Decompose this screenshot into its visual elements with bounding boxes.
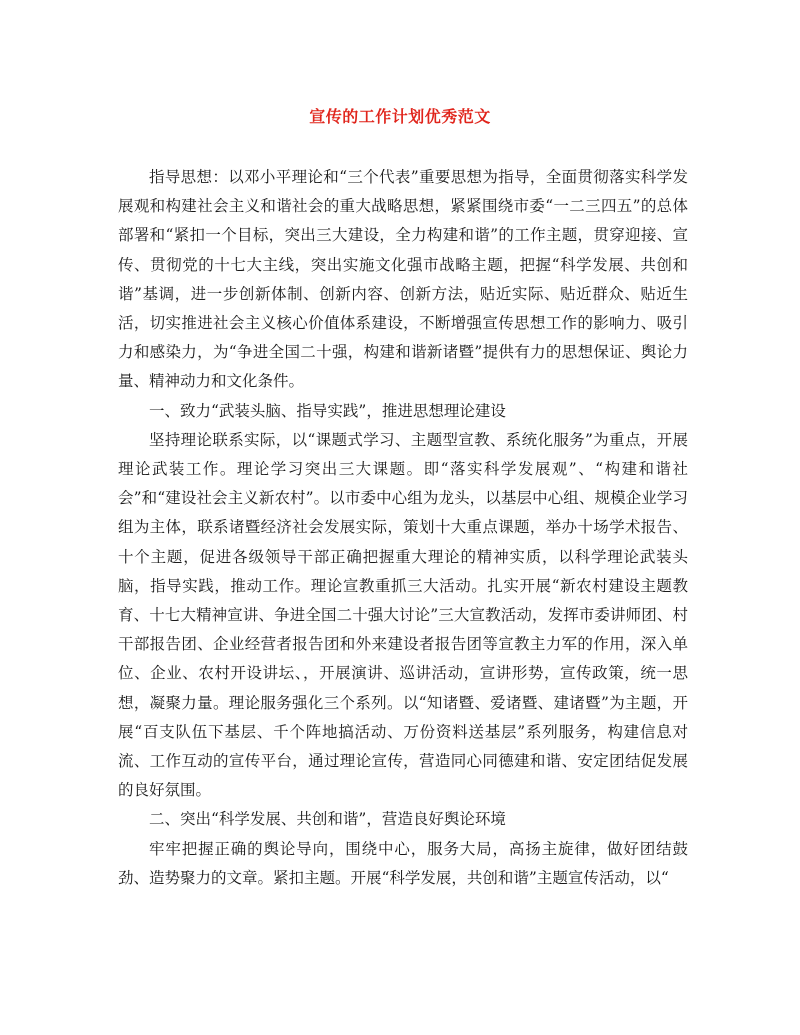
section-heading-2: 二、突出“科学发展、共创和谐”，营造良好舆论环境 [149,810,506,829]
paragraph-guiding-ideology: 指导思想：以邓小平理论和“三个代表”重要思想为指导，全面贯彻落实科学发展观和构建社会主义和谐社会的重大战略思想，紧紧围绕市委“一二三四五”的总体部署和“紧扣一个目标，突出三大建设，全力构建和谐”的工作主题，贯穿迎接、宣传、贯彻党的十七大主线，突出实施文化强市战略主题，把握“科学发展、共创和谐”基调，进一步创新体制、创新内容、创新方法，贴近实际、贴近群众、贴近生活，切实推进社会主义核心价值体系建设，不断增强宣传思想工作的影响力、吸引力和感染力，为“争进全国二十强，构建和谐新诸暨”提供有力的思想保证、舆论力量、精神动力和文化条件。 [118,168,688,391]
paragraph-section-2: 牢牢把握正确的舆论导向，围绕中心，服务大局，高扬主旋律，做好团结鼓劲、造势聚力的文章。紧扣主题。开展“科学发展，共创和谐”主题宣传活动，以“ [118,839,688,887]
paragraph-section-1: 坚持理论联系实际，以“课题式学习、主题型宣教、系统化服务”为重点，开展理论武装工作。理论学习突出三大课题。即“落实科学发展观”、“构建和谐社会”和“建设社会主义新农村”。以市委中心组为龙头，以基层中心组、规模企业学习组为主体，联系诸暨经济社会发展实际，策划十大重点课题，举办十场学术报告、十个主题，促进各级领导干部正确把握重大理论的精神实质，以科学理论武装头脑，指导实践，推动工作。理论宣教重抓三大活动。扎实开展“新农村建设主题教育、十七大精神宣讲、争进全国二十强大讨论”三大宣教活动，发挥市委讲师团、村干部报告团、企业经营者报告团和外来建设者报告团等宣教主力军的作用，深入单位、企业、农村开设讲坛、，开展演讲、巡讲活动，宣讲形势，宣传政策，统一思想，凝聚力量。理论服务强化三个系列。以“知诸暨、爱诸暨、建诸暨”为主题，开展“百支队伍下基层、千个阵地搞活动、万份资料送基层”系列服务，构建信息对流、工作互动的宣传平台，通过理论宣传，营造同心同德建和谐、安定团结促发展的良好氛围。 [118,430,688,800]
section-heading-1: 一、致力“武装头脑、指导实践”，推进思想理论建设 [149,401,506,420]
document-body [118,163,688,893]
document-title: 宣传的工作计划优秀范文 [309,107,491,126]
